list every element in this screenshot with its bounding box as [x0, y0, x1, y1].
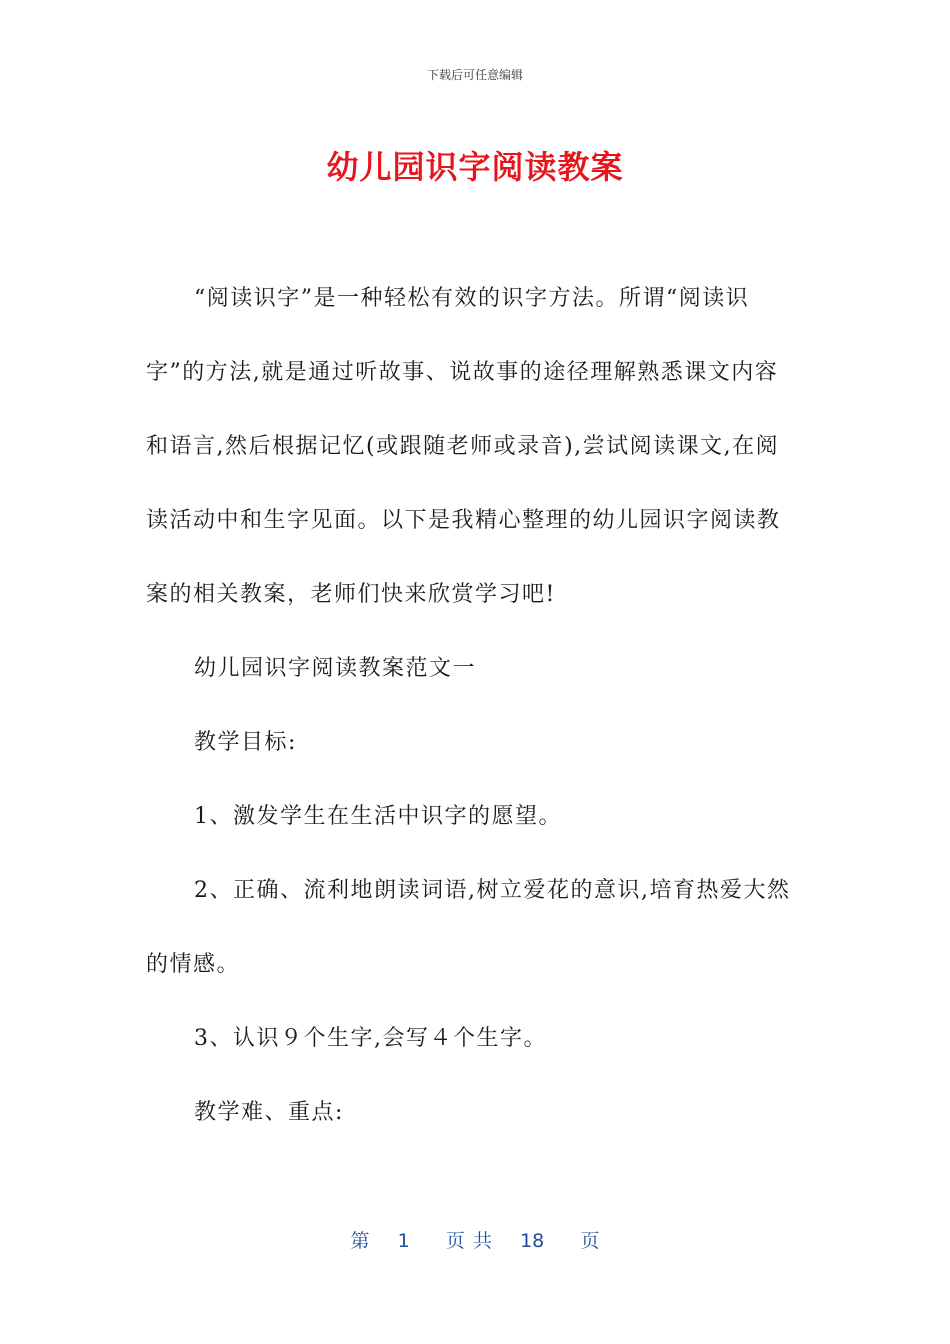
goals-heading: 教学目标:	[194, 730, 297, 755]
goal-item-3: 3、认识９个生字,会写４个生字。	[194, 1026, 547, 1051]
header-note: 下载后可任意编辑	[426, 68, 523, 82]
intro-line: “阅读识字”是一种轻松有效的识字方法。所谓“阅读识	[194, 286, 750, 311]
footer-suffix: 页	[580, 1230, 600, 1252]
page-footer	[0, 1226, 950, 1253]
section-block	[146, 632, 806, 1150]
intro-paragraph	[146, 262, 806, 632]
section-title: 幼儿园识字阅读教案范文一	[194, 656, 477, 681]
goal-item-1: 1、激发学生在生活中识字的愿望。	[194, 804, 562, 829]
footer-mid: 页 共	[445, 1230, 492, 1252]
intro-line: 字”的方法,就是通过听故事、说故事的途径理解熟悉课文内容	[146, 360, 779, 385]
footer-prefix: 第	[350, 1230, 370, 1252]
intro-line: 和语言,然后根据记忆(或跟随老师或录音),尝试阅读课文,在阅	[146, 434, 780, 459]
footer-current-page: 1	[397, 1230, 410, 1252]
goal-item-2-line: 的情感。	[146, 952, 241, 977]
difficulty-heading: 教学难、重点:	[194, 1100, 344, 1125]
document-title: 幼儿园识字阅读教案	[326, 148, 624, 186]
intro-line: 读活动中和生字见面。以下是我精心整理的幼儿园识字阅读教	[146, 508, 781, 533]
intro-line: 案的相关教案，老师们快来欣赏学习吧!	[146, 582, 556, 607]
goal-item-2-line: 2、正确、流利地朗读词语,树立爱花的意识,培育热爱大然	[194, 878, 791, 903]
footer-total-pages: 18	[520, 1230, 545, 1252]
